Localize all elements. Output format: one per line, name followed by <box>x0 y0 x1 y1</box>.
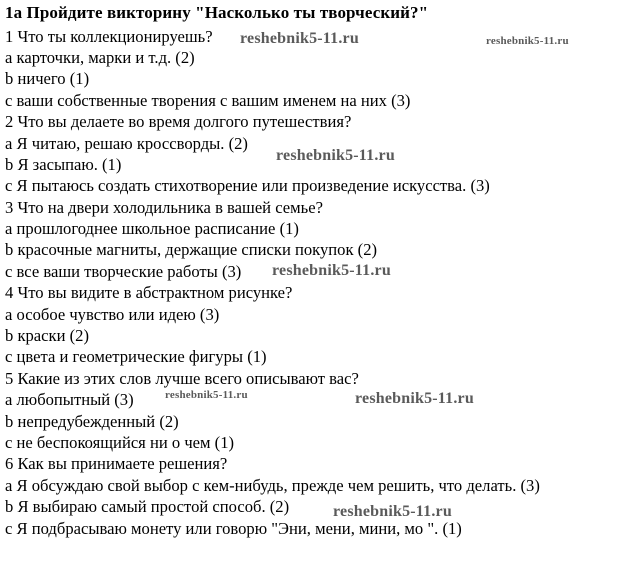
answer-5a: a любопытный (3) <box>5 390 134 409</box>
answer-1a: a карточки, марки и т.д. (2) <box>5 48 195 67</box>
answer-3b: b красочные магниты, держащие списки покупок (2) <box>5 240 378 259</box>
watermark: reshebnik5-11.ru <box>486 35 569 47</box>
watermark: reshebnik5-11.ru <box>355 390 474 407</box>
answer-6c: c Я подбрасываю монету или говорю "Эни, мени, мини, мо ". (1) <box>5 519 462 538</box>
answer-4c: c цвета и геометрические фигуры (1) <box>5 347 267 366</box>
question-2: 2 Что вы делаете во время долгого путешествия? <box>5 112 352 131</box>
question-1: 1 Что ты коллекционируешь? <box>5 27 213 46</box>
answer-6a: a Я обсуждаю свой выбор с кем-нибудь, прежде чем решить, что делать. (3) <box>5 476 540 495</box>
answer-1b: b ничего (1) <box>5 69 90 88</box>
watermark: reshebnik5-11.ru <box>272 262 391 279</box>
answer-2a: a Я читаю, решаю кроссворды. (2) <box>5 134 248 153</box>
question-6: 6 Как вы принимаете решения? <box>5 454 228 473</box>
answer-6b: b Я выбираю самый простой способ. (2) <box>5 497 290 516</box>
answer-4a: a особое чувство или идею (3) <box>5 305 220 324</box>
answer-5c: c не беспокоящийся ни о чем (1) <box>5 433 235 452</box>
answer-2c: c Я пытаюсь создать стихотворение или произведение искусства. (3) <box>5 176 490 195</box>
answer-3a: a прошлогоднее школьное расписание (1) <box>5 219 299 238</box>
quiz-title: 1a Пройдите викторину "Насколько ты творческий?" <box>5 3 429 22</box>
question-4: 4 Что вы видите в абстрактном рисунке? <box>5 283 293 302</box>
answer-2b: b Я засыпаю. (1) <box>5 155 122 174</box>
watermark: reshebnik5-11.ru <box>276 147 395 164</box>
watermark: reshebnik5-11.ru <box>240 30 359 47</box>
answer-4b: b краски (2) <box>5 326 89 345</box>
answer-5b: b непредубежденный (2) <box>5 412 179 431</box>
question-5: 5 Какие из этих слов лучше всего описывают вас? <box>5 369 359 388</box>
answer-3c: c все ваши творческие работы (3) <box>5 262 242 281</box>
watermark: reshebnik5-11.ru <box>333 503 452 520</box>
answer-1c: c ваши собственные творения с вашим именем на них (3) <box>5 91 411 110</box>
watermark: reshebnik5-11.ru <box>165 389 248 401</box>
question-3: 3 Что на двери холодильника в вашей семье? <box>5 198 323 217</box>
